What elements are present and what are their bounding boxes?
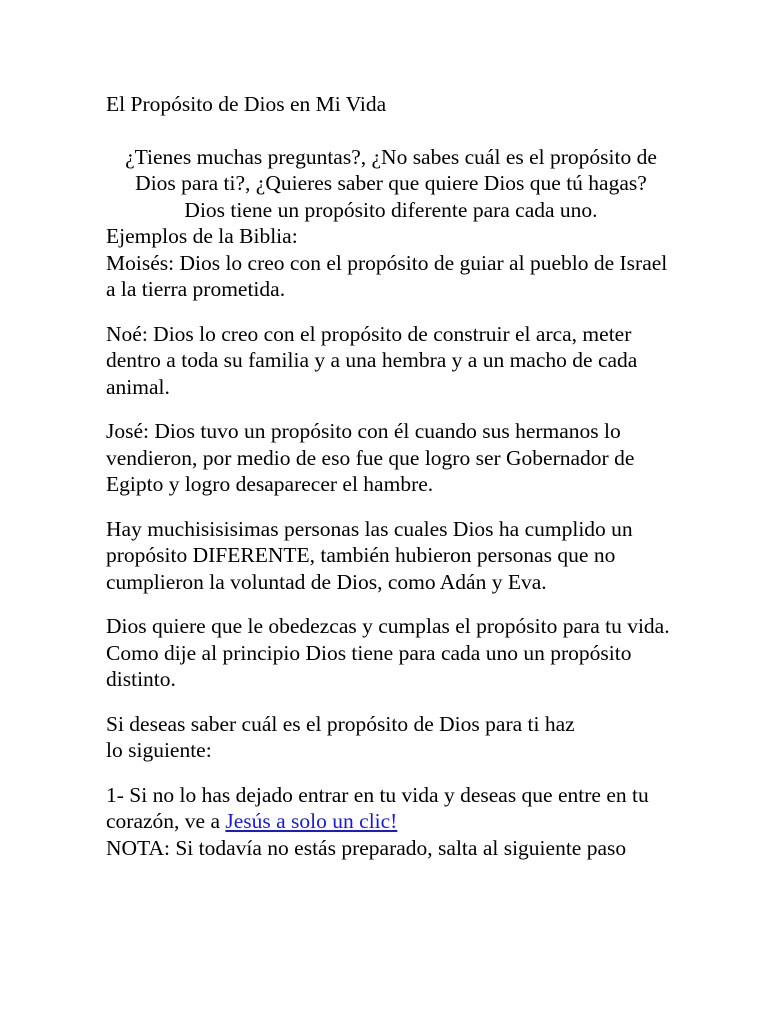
if-wish-line-1: Si deseas saber cuál es el propósito de Dios para ti haz [106, 711, 575, 736]
obey-section [106, 613, 676, 693]
if-wish-line-2: lo siguiente: [106, 738, 212, 762]
paragraph-obey: Dios quiere que le obedezcas y cumplas el propósito para tu vida. [106, 614, 670, 638]
step-1-section [106, 782, 676, 862]
intro-questions: ¿Tienes muchas preguntas?, ¿No sabes cuál es el propósito de Dios para ti?, ¿Quieres saber que quiere Dios que tú hagas? [125, 144, 657, 195]
intro-statement: Dios tiene un propósito diferente para cada uno. [184, 197, 598, 222]
paragraph-noah: Noé: Dios lo creo con el propósito de construir el arca, meter dentro a toda su familia y a una hembra y a un macho de cada animal. [106, 321, 638, 399]
examples-heading: Ejemplos de la Biblia: [106, 224, 298, 248]
intro-section [106, 144, 676, 224]
step-1-text: 1- Si no lo has dejado entrar en tu vida y deseas que entre en tu corazón, ve a [106, 782, 649, 833]
paragraph-as-said: Como dije al principio Dios tiene para cada uno un propósito distinto. [106, 640, 632, 691]
paragraph-moses: Moisés: Dios lo creo con el propósito de guiar al pueblo de Israel a la tierra prometida. [106, 250, 668, 301]
note-paragraph: NOTA: Si todavía no estás preparado, salta al siguiente paso [106, 835, 627, 860]
document-title: El Propósito de Dios en Mi Vida [106, 92, 387, 116]
paragraph-many-people: Hay muchisisisimas personas las cuales Dios ha cumplido un propósito DIFERENTE, también hubieron personas que no cumplieron la voluntad de Dios, como Adán y Eva. [106, 516, 633, 594]
paragraph-joseph: José: Dios tuvo un propósito con él cuando sus hermanos lo vendieron, por medio de eso fue que logro ser Gobernador de Egipto y logro desaparecer el hambre. [106, 419, 635, 496]
jesus-link[interactable]: Jesús a solo un clic! [225, 809, 398, 833]
document-page [106, 91, 676, 861]
step-1-paragraph [106, 782, 676, 835]
if-wish-section [106, 711, 676, 764]
